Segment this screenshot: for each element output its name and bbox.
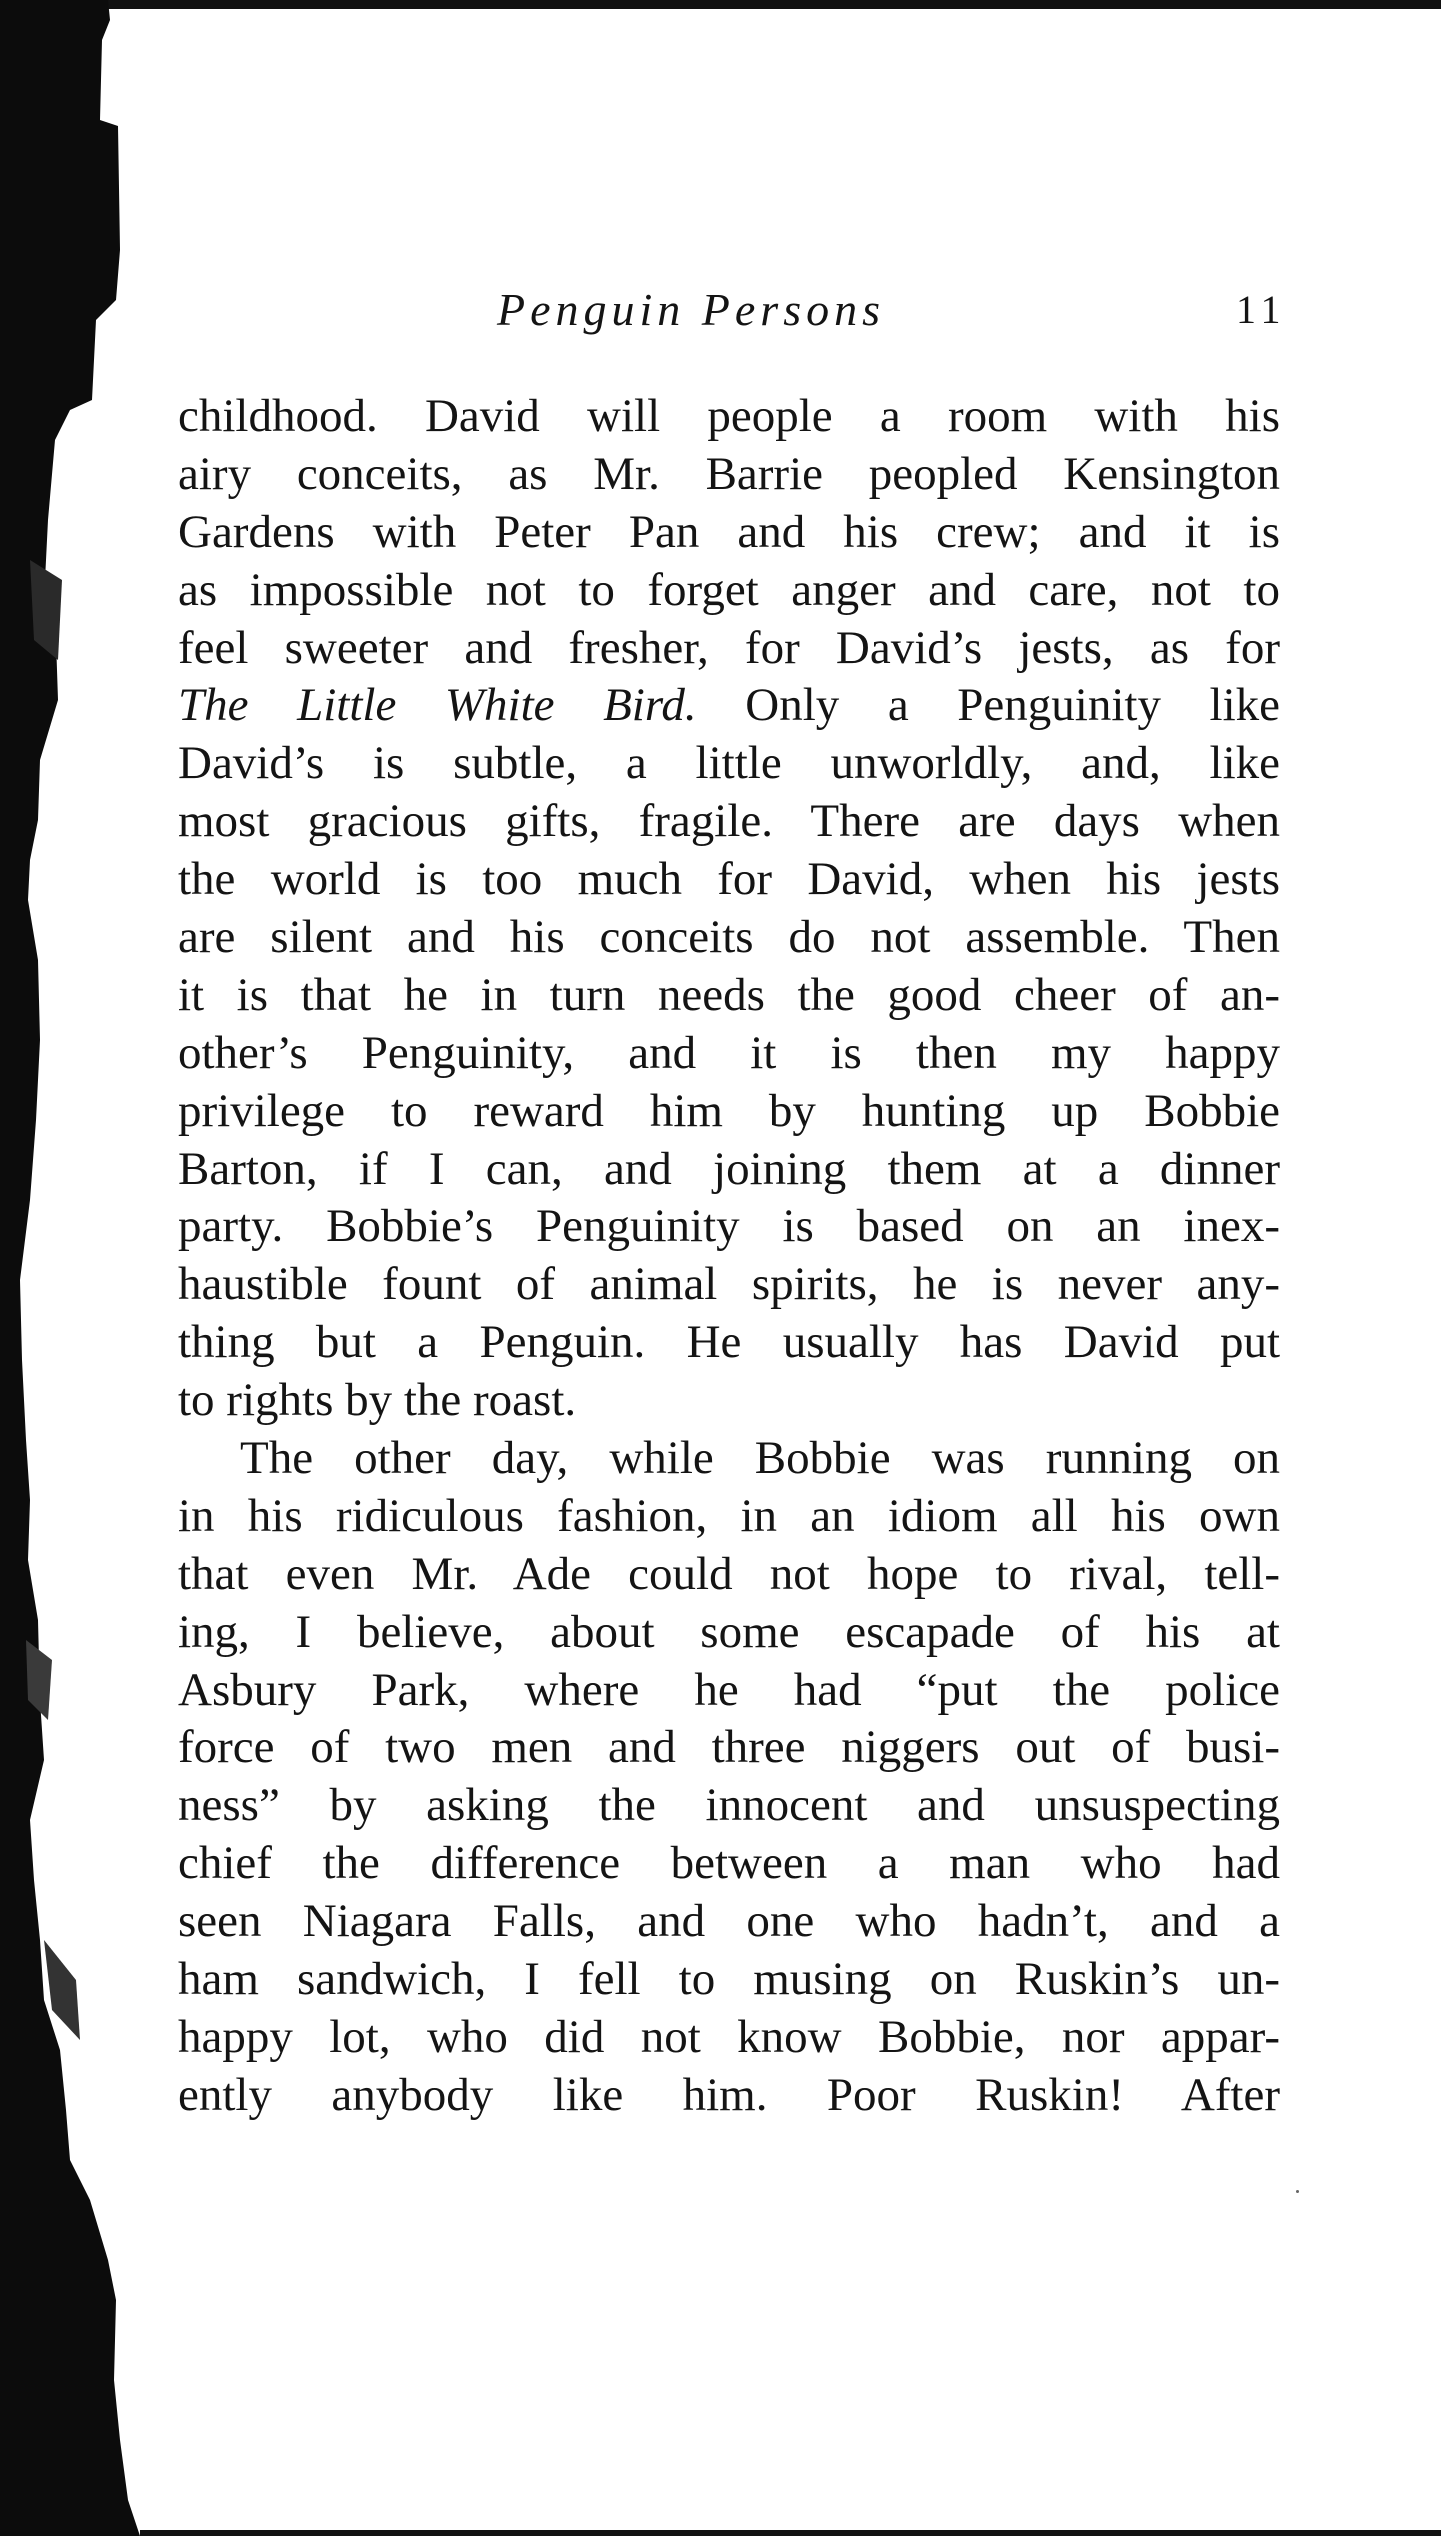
text-line: chief the difference between a man who had <box>178 1837 1280 1890</box>
text-line: Gardens with Peter Pan and his crew; and it is <box>178 505 1280 558</box>
text-line: ham sandwich, I fell to musing on Ruskin’s un- <box>178 1953 1280 2006</box>
text-line <box>178 677 1280 735</box>
text-line: it is that he in turn needs the good cheer of an- <box>178 968 1280 1021</box>
text-line: that even Mr. Ade could not hope to rival, tell- <box>178 1547 1280 1600</box>
text-line: as impossible not to forget anger and care, not to <box>178 563 1280 616</box>
running-title: Penguin Persons <box>497 284 886 335</box>
text-line: in his ridiculous fashion, in an idiom all his own <box>178 1489 1280 1542</box>
text-line: the world is too much for David, when his jests <box>178 853 1280 906</box>
scan-edge-bottom <box>140 2530 1441 2536</box>
text-line: David’s is subtle, a little unworldly, and, like <box>178 737 1280 790</box>
scan-edge-top <box>100 0 1441 9</box>
text-line: ently anybody like him. Poor Ruskin! After <box>178 2068 1280 2121</box>
text-line: to rights by the roast. <box>178 1374 577 1427</box>
text-line: haustible fount of animal spirits, he is never any- <box>178 1258 1280 1311</box>
text-line: force of two men and three niggers out of busi- <box>178 1721 1280 1774</box>
scan-edge-left <box>0 0 180 2536</box>
text-line: most gracious gifts, fragile. There are days when <box>178 795 1280 848</box>
text-line: Asbury Park, where he had “put the police <box>178 1663 1280 1716</box>
text-line: seen Niagara Falls, and one who hadn’t, and a <box>178 1895 1280 1948</box>
text-line: Barton, if I can, and joining them at a dinner <box>178 1142 1280 1195</box>
text-line: airy conceits, as Mr. Barrie peopled Kensington <box>178 447 1280 500</box>
text-line: The other day, while Bobbie was running on <box>240 1432 1280 1485</box>
text-line: ness” by asking the innocent and unsuspecting <box>178 1779 1280 1832</box>
text-line: happy lot, who did not know Bobbie, nor appar- <box>178 2010 1280 2063</box>
text-line: party. Bobbie’s Penguinity is based on an inex- <box>178 1200 1280 1253</box>
scan-speck <box>1296 2190 1299 2193</box>
text-line-rest: Only a Penguinity like <box>696 679 1280 732</box>
text-line: thing but a Penguin. He usually has David put <box>178 1316 1280 1369</box>
text-line: are silent and his conceits do not assemble. Then <box>178 911 1280 964</box>
page-number: 11 <box>1236 287 1287 332</box>
book-title: The Little White Bird. <box>178 679 697 732</box>
body-text <box>178 388 1280 2125</box>
running-head <box>0 280 1441 340</box>
text-line: childhood. David will people a room with his <box>178 390 1280 442</box>
text-line: other’s Penguinity, and it is then my happy <box>178 1026 1280 1079</box>
text-line: ing, I believe, about some escapade of his at <box>178 1605 1280 1658</box>
text-line: privilege to reward him by hunting up Bobbie <box>178 1084 1280 1137</box>
text-line: feel sweeter and fresher, for David’s jests, as for <box>178 621 1280 674</box>
